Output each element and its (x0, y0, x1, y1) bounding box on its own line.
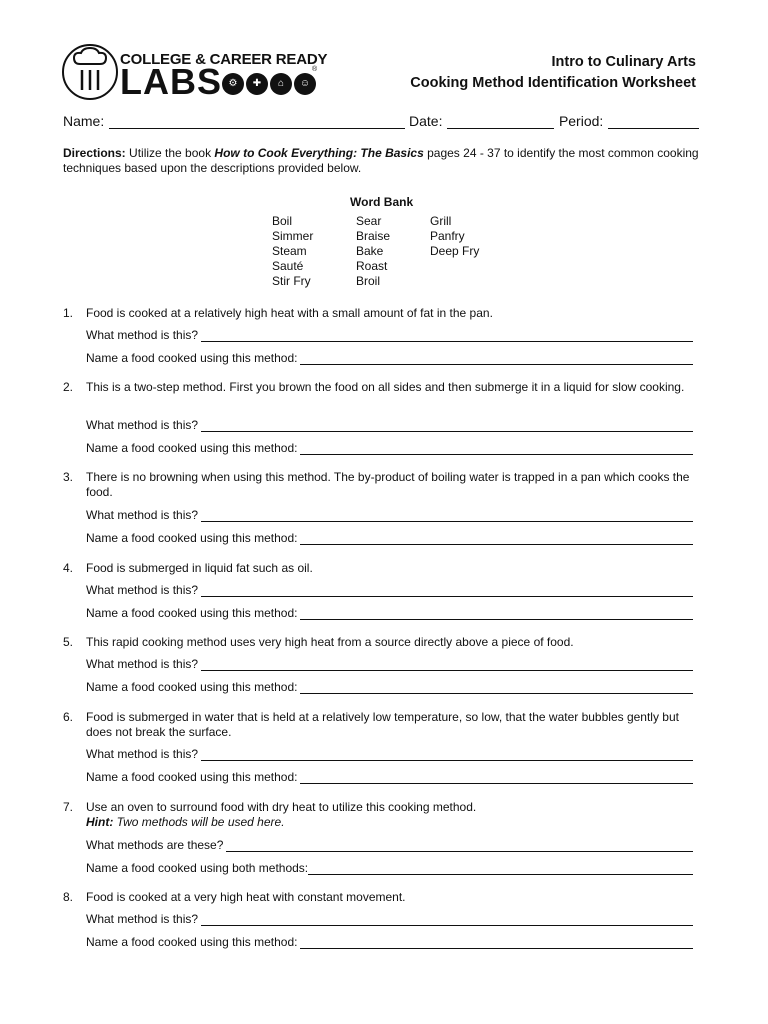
q2-method-answer-line[interactable] (201, 419, 693, 432)
food-prompt: Name a food cooked using this method: (86, 351, 298, 365)
course-title: Intro to Culinary Arts (551, 54, 696, 70)
method-prompt: What method is this? (86, 328, 199, 342)
people-icon: ☺ (294, 73, 316, 95)
registered-mark-icon: ® (312, 66, 318, 73)
question-1 (63, 306, 703, 321)
q7-method-row (86, 838, 693, 852)
question-text: There is no browning when using this method. The by-product of boiling water is trapped in a pan which cooks the food. (86, 470, 690, 499)
question-text: Food is cooked at a very high heat with constant movement. (86, 890, 406, 904)
hint-text: Two methods will be used here. (113, 815, 285, 829)
method-prompt: What method is this? (86, 657, 199, 671)
question-5 (63, 635, 703, 650)
word-bank-item: Panfry (430, 229, 465, 243)
word-bank-column-1 (272, 214, 313, 289)
method-prompt: What methods are these? (86, 838, 224, 852)
student-info-row (63, 113, 699, 129)
q4-method-row (86, 583, 693, 597)
title-block (410, 52, 696, 94)
question-7 (63, 800, 703, 830)
food-prompt: Name a food cooked using this method: (86, 770, 298, 784)
question-number: 6. (63, 710, 74, 724)
question-number: 7. (63, 800, 74, 814)
word-bank-item: Boil (272, 214, 293, 228)
name-field[interactable] (109, 114, 405, 129)
question-2 (63, 380, 703, 395)
q4-food-row (86, 606, 693, 620)
directions-label: Directions: (63, 146, 126, 160)
q4-food-answer-line[interactable] (300, 607, 693, 620)
method-prompt: What method is this? (86, 583, 199, 597)
q8-food-answer-line[interactable] (300, 936, 693, 949)
question-number: 8. (63, 890, 74, 904)
word-bank-item: Steam (272, 244, 307, 258)
food-prompt: Name a food cooked using this method: (86, 935, 298, 949)
food-prompt: Name a food cooked using this method: (86, 441, 298, 455)
question-number: 4. (63, 561, 74, 575)
directions (63, 146, 703, 176)
question-number: 1. (63, 306, 74, 320)
q7-method-answer-line[interactable] (226, 839, 693, 852)
word-bank-item: Simmer (272, 229, 314, 243)
chef-hat-icon (62, 44, 118, 100)
book-title: How to Cook Everything: The Basics (214, 146, 424, 160)
word-bank-item: Bake (356, 244, 384, 258)
word-bank-column-3 (430, 214, 479, 259)
method-prompt: What method is this? (86, 912, 199, 926)
q6-method-row (86, 747, 693, 761)
question-text: Food is submerged in liquid fat such as oil. (86, 561, 313, 575)
labs-logo (62, 44, 328, 104)
question-6 (63, 710, 703, 740)
period-field[interactable] (608, 114, 699, 129)
method-prompt: What method is this? (86, 418, 199, 432)
q2-food-row (86, 441, 693, 455)
question-text: Food is cooked at a relatively high heat with a small amount of fat in the pan. (86, 306, 493, 320)
word-bank-item: Braise (356, 229, 391, 243)
q3-food-row (86, 531, 693, 545)
food-prompt: Name a food cooked using this method: (86, 680, 298, 694)
food-prompt: Name a food cooked using this method: (86, 531, 298, 545)
word-bank-item: Sauté (272, 259, 304, 273)
method-prompt: What method is this? (86, 508, 199, 522)
q3-food-answer-line[interactable] (300, 532, 693, 545)
logo-wordmark: LABS (120, 61, 222, 102)
q8-method-row (86, 912, 693, 926)
date-label: Date: (409, 113, 443, 129)
word-bank-item: Deep Fry (430, 244, 480, 258)
question-text: This rapid cooking method uses very high heat from a source directly above a piece of food. (86, 635, 574, 649)
q5-food-row (86, 680, 693, 694)
word-bank-item: Stir Fry (272, 274, 311, 288)
q1-method-row (86, 328, 693, 342)
q5-food-answer-line[interactable] (300, 681, 693, 694)
q2-food-answer-line[interactable] (300, 442, 693, 455)
question-number: 5. (63, 635, 74, 649)
q6-food-answer-line[interactable] (300, 771, 693, 784)
q8-method-answer-line[interactable] (201, 913, 693, 926)
worksheet-title: Cooking Method Identification Worksheet (410, 75, 696, 91)
q6-method-answer-line[interactable] (201, 748, 693, 761)
q7-food-row (86, 861, 693, 875)
question-text: Use an oven to surround food with dry heat to utilize this cooking method. (86, 800, 477, 814)
food-prompt: Name a food cooked using both methods: (86, 861, 309, 875)
directions-text-1: Utilize the book (125, 146, 215, 160)
word-bank-title: Word Bank (350, 195, 414, 209)
q7-food-answer-line[interactable] (308, 862, 693, 875)
question-4 (63, 561, 703, 576)
question-text: This is a two-step method. First you brown the food on all sides and then submerge it in a liquid for slow cooking. (86, 380, 685, 394)
word-bank-item: Grill (430, 214, 452, 228)
gear-icon: ⚙ (222, 73, 244, 95)
q4-method-answer-line[interactable] (201, 584, 693, 597)
q1-food-answer-line[interactable] (300, 352, 693, 365)
q5-method-row (86, 657, 693, 671)
word-bank-column-2 (356, 214, 390, 289)
hint-label: Hint: (86, 815, 114, 829)
q2-method-row (86, 418, 693, 432)
q1-food-row (86, 351, 693, 365)
q3-method-row (86, 508, 693, 522)
word-bank-item: Sear (356, 214, 382, 228)
q5-method-answer-line[interactable] (201, 658, 693, 671)
date-field[interactable] (447, 114, 553, 129)
q8-food-row (86, 935, 693, 949)
question-hint (86, 815, 703, 830)
logo-icon-row (222, 73, 316, 95)
question-number: 2. (63, 380, 74, 394)
logo-tagline: COLLEGE & CAREER READY (120, 51, 328, 68)
medical-icon: ✚ (246, 73, 268, 95)
question-text: Food is submerged in water that is held at a relatively low temperature, so low, that the water bubbles gently but does not break the surface. (86, 710, 679, 739)
q1-method-answer-line[interactable] (201, 329, 693, 342)
name-label: Name: (63, 113, 105, 129)
food-prompt: Name a food cooked using this method: (86, 606, 298, 620)
method-prompt: What method is this? (86, 747, 199, 761)
q3-method-answer-line[interactable] (201, 509, 693, 522)
house-icon: ⌂ (270, 73, 292, 95)
directions-text-2: pages 24 - 37 to identify the most common cooking techniques based upon the descriptions provided below. (63, 146, 699, 175)
period-label: Period: (558, 113, 604, 129)
word-bank-item: Roast (356, 259, 388, 273)
question-3 (63, 470, 703, 500)
question-8 (63, 890, 703, 905)
question-number: 3. (63, 470, 74, 484)
q6-food-row (86, 770, 693, 784)
word-bank-item: Broil (356, 274, 381, 288)
